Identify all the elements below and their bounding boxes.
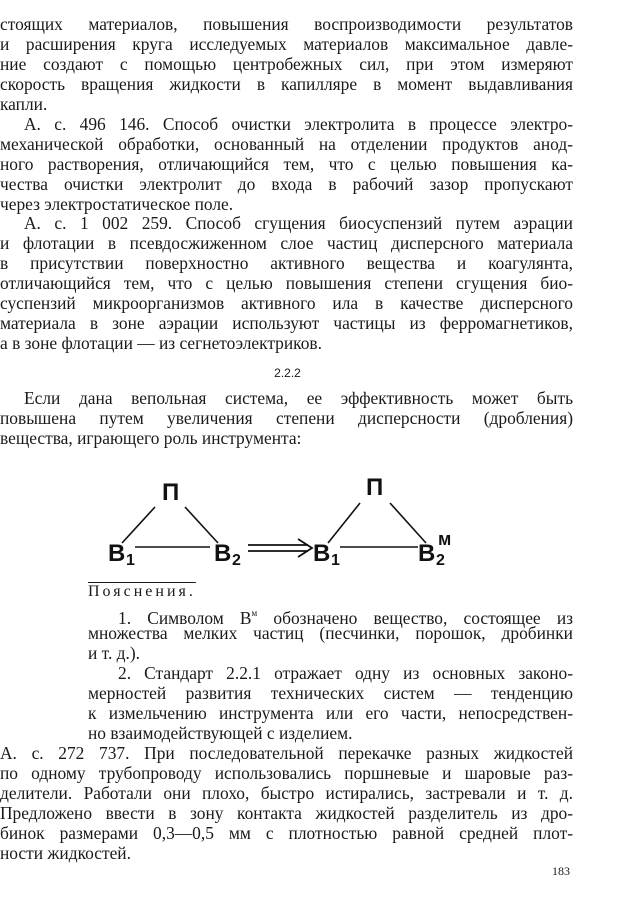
diagram-right-p: П [366, 474, 384, 501]
text-line: чества очистки электролит до входа в рабочий зазор пропускают [0, 174, 573, 194]
diagram-left-b2-sub: 2 [232, 552, 241, 569]
text-line: множества мелких частиц (песчинки, порошок, дробинки [88, 623, 573, 643]
text-line: капли. [0, 94, 48, 114]
text-line: ние создают с помощью центробежных сил, при этом измеряют [0, 54, 573, 74]
text-line: отличающийся тем, что с целью повышения степени сгущения био- [0, 273, 573, 293]
text-line: А. с. 1 002 259. Способ сгущения биосуспензий путем аэрации [24, 213, 573, 233]
diagram-right-b1: В [313, 540, 331, 567]
text-line: в присутствии поверхностно активного вещества и коагулянта, [0, 253, 573, 273]
page-number: 183 [552, 864, 570, 878]
text-line: А. с. 272 737. При последовательной перекачке разных жидкостей [0, 743, 573, 763]
text-line: к измельчению инструмента или его части, непосредствен- [88, 703, 573, 723]
text-line: через электростатическое поле. [0, 194, 234, 214]
diagram-edge [122, 507, 155, 543]
text-line: и т. д.). [88, 643, 140, 663]
diagram-arrow-head [298, 539, 312, 557]
diagram-edge [185, 507, 218, 543]
su-field-diagram [100, 465, 500, 575]
text-line: стоящих материалов, повышения воспроизводимости результатов [0, 14, 573, 34]
diagram-left-b2: В [214, 540, 232, 567]
text-line: делители. Работали они плохо, быстро истирались, застревали и т. д. [0, 783, 573, 803]
diagram-left-b1: В [108, 540, 126, 567]
text-line: мерностей развития технических систем — тенденцию [88, 683, 573, 703]
diagram-left-p: П [162, 479, 180, 506]
text-line: механической обработки, основанный на отделении продуктов анод- [0, 134, 573, 154]
diagram-right-b2-sub: 2 [436, 552, 445, 569]
text-line: ности жидкостей. [0, 843, 131, 863]
text-line: скорость вращения жидкости в капилляре в момент выдавливания [0, 74, 573, 94]
text-line: материала в зоне аэрации используют частицы из ферромагнетиков, [0, 313, 573, 333]
text-line: Предложено ввести в зону контакта жидкостей разделитель из дро- [0, 803, 573, 823]
diagram-right-b2-sup: м [438, 529, 452, 549]
text-line: и расширения круга исследуемых материалов максимальное давле- [0, 34, 573, 54]
text-line: но взаимодействующей с изделием. [88, 723, 353, 743]
text-line: ного растворения, отличающийся тем, что с целью повышения ка- [0, 154, 573, 174]
text-line: повышена путем увеличения степени дисперсности (дробления) [0, 408, 573, 428]
diagram-left-b1-sub: 1 [126, 552, 135, 569]
notes-heading: Пояснения. [88, 583, 196, 600]
diagram-edge [328, 503, 360, 543]
diagram-right-b1-sub: 1 [331, 552, 340, 569]
text-line: по одному трубопроводу использовались поршневые и шаровые раз- [0, 763, 573, 783]
text-line: бинок размерами 0,3—0,5 мм с плотностью равной средней плот- [0, 823, 573, 843]
text-line: Если дана вепольная система, ее эффективность может быть [24, 388, 573, 408]
text-line: 1. Символом $В^м$ обозначено вещество, состоящее из [118, 608, 573, 628]
text-line: и флотации в псевдосжиженном слое частиц дисперсного материала [0, 233, 573, 253]
diagram-edge [390, 503, 426, 543]
text-line: А. с. 496 146. Способ очистки электролита в процессе электро- [24, 114, 573, 134]
section-number: 2.2.2 [274, 366, 301, 380]
text-line: а в зоне флотации — из сегнетоэлектриков. [0, 333, 322, 353]
text-line: 2. Стандарт 2.2.1 отражает одну из основных законо- [118, 663, 573, 683]
diagram-right-b2: В [418, 540, 436, 567]
text-line: суспензий микроорганизмов активного ила в качестве дисперсного [0, 293, 573, 313]
text-line: вещества, играющего роль инструмента: [0, 428, 302, 448]
